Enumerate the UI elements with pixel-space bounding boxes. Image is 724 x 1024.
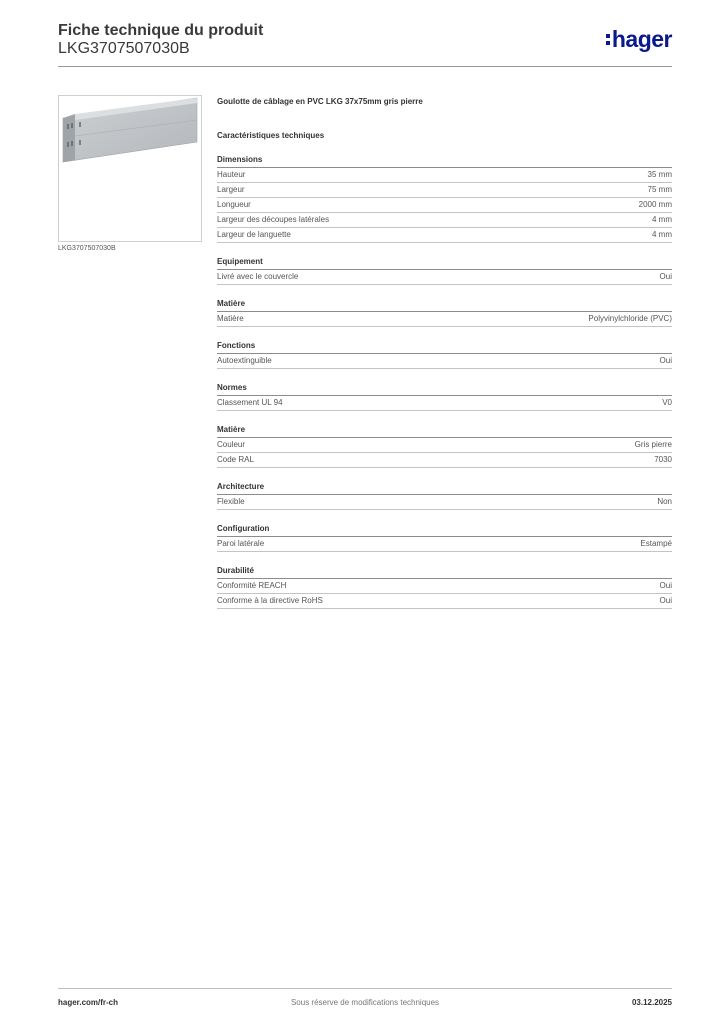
- page-header: [58, 22, 672, 66]
- spec-row: [217, 228, 672, 243]
- spec-row: [217, 453, 672, 468]
- spec-group: [217, 256, 672, 285]
- spec-label: Matière: [217, 314, 244, 323]
- spec-group: [217, 565, 672, 609]
- spec-value: 7030: [654, 455, 672, 464]
- spec-label: Code RAL: [217, 455, 254, 464]
- spec-value: 35 mm: [647, 170, 672, 179]
- document-title: Fiche technique du produit: [58, 22, 264, 39]
- spec-group-title: Fonctions: [217, 340, 672, 354]
- spec-group-title: Architecture: [217, 481, 672, 495]
- spec-row: [217, 579, 672, 594]
- spec-row: [217, 270, 672, 285]
- spec-value: Oui: [659, 596, 672, 605]
- spec-group: [217, 523, 672, 552]
- spec-label: Livré avec le couvercle: [217, 272, 299, 281]
- spec-row: [217, 594, 672, 609]
- spec-value: Gris pierre: [634, 440, 672, 449]
- spec-row: [217, 312, 672, 327]
- spec-value: Oui: [659, 356, 672, 365]
- footer-disclaimer: Sous réserve de modifications techniques: [290, 998, 440, 1007]
- spec-value: 75 mm: [647, 185, 672, 194]
- logo-dots-icon: [606, 32, 610, 46]
- spec-group-title: Matière: [217, 298, 672, 312]
- spec-row: [217, 396, 672, 411]
- product-name: Goulotte de câblage en PVC LKG 37x75mm gris pierre: [217, 97, 423, 106]
- spec-value: Polyvinylchloride (PVC): [588, 314, 672, 323]
- spec-label: Flexible: [217, 497, 245, 506]
- spec-label: Largeur des découpes latérales: [217, 215, 330, 224]
- hager-logo: [606, 26, 672, 52]
- spec-group: [217, 340, 672, 369]
- spec-group: [217, 154, 672, 243]
- spec-row: [217, 183, 672, 198]
- spec-group: [217, 424, 672, 468]
- spec-group-title: Matière: [217, 424, 672, 438]
- spec-content: [217, 96, 672, 609]
- spec-label: Largeur: [217, 185, 245, 194]
- image-caption: LKG3707507030B: [58, 245, 116, 252]
- spec-label: Paroi latérale: [217, 539, 265, 548]
- spec-value: Oui: [659, 272, 672, 281]
- product-image: [58, 95, 202, 242]
- spec-value: 4 mm: [652, 230, 672, 239]
- spec-value: V0: [662, 398, 672, 407]
- spec-label: Largeur de languette: [217, 230, 291, 239]
- page-footer: [58, 988, 672, 1008]
- footer-website: hager.com/fr-ch: [58, 998, 119, 1007]
- footer-divider: [58, 988, 672, 989]
- spec-group-title: Durabilité: [217, 565, 672, 579]
- spec-value: 2000 mm: [638, 200, 672, 209]
- spec-group-title: Dimensions: [217, 154, 672, 168]
- section-heading: Caractéristiques techniques: [217, 131, 325, 140]
- spec-label: Conforme à la directive RoHS: [217, 596, 323, 605]
- spec-group-title: Equipement: [217, 256, 672, 270]
- spec-row: [217, 537, 672, 552]
- spec-label: Couleur: [217, 440, 246, 449]
- spec-group-title: Configuration: [217, 523, 672, 537]
- spec-row: [217, 213, 672, 228]
- spec-label: Longueur: [217, 200, 251, 209]
- logo-wordmark: hager: [611, 26, 672, 52]
- header-divider: [58, 66, 672, 67]
- spec-group: [217, 298, 672, 327]
- spec-groups: [217, 154, 672, 609]
- spec-group-title: Normes: [217, 382, 672, 396]
- spec-label: Conformité REACH: [217, 581, 287, 590]
- spec-value: Non: [657, 497, 672, 506]
- spec-row: [217, 438, 672, 453]
- cable-trunking-icon: [59, 96, 201, 241]
- spec-label: Autoextinguible: [217, 356, 272, 365]
- product-reference: LKG3707507030B: [58, 40, 190, 57]
- spec-label: Hauteur: [217, 170, 246, 179]
- spec-value: 4 mm: [652, 215, 672, 224]
- spec-row: [217, 354, 672, 369]
- spec-group: [217, 382, 672, 411]
- spec-row: [217, 168, 672, 183]
- spec-value: Oui: [659, 581, 672, 590]
- spec-group: [217, 481, 672, 510]
- spec-row: [217, 198, 672, 213]
- spec-row: [217, 495, 672, 510]
- footer-date: 03.12.2025: [631, 998, 672, 1007]
- spec-value: Estampé: [640, 539, 672, 548]
- spec-label: Classement UL 94: [217, 398, 283, 407]
